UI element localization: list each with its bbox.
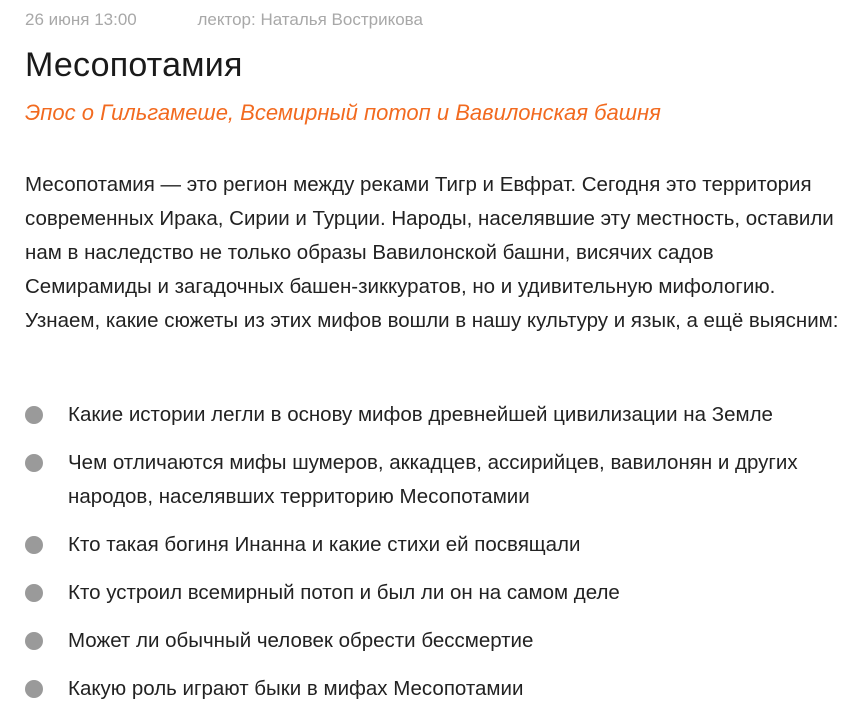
list-item-text: Кто такая богиня Инанна и какие стихи ей посвящали — [68, 533, 581, 556]
lead-paragraph: Месопотамия — это регион между реками Тигр и Евфрат. Сегодня это территория современных Ирака, Сирии и Турции. Народы, населявшие эту местность, оставили нам в наследство не только образы Вавилонской башни, висячих садов Семирамиды и загадочных башен-зиккуратов, но и удивительную мифологию. Узнаем, какие сюжеты из этих мифов вошли в нашу культуру и язык, а ещё выясним: — [25, 173, 839, 332]
list-item — [25, 528, 855, 562]
page-title: Месопотамия — [25, 46, 243, 84]
bullet-dot-icon — [25, 632, 43, 650]
list-item-text: Какие истории легли в основу мифов древнейшей цивилизации на Земле — [68, 403, 773, 426]
page-subtitle: Эпос о Гильгамеше, Всемирный потоп и Вавилонская башня — [25, 100, 661, 125]
list-item-text: Кто устроил всемирный потоп и был ли он на самом деле — [68, 581, 620, 604]
lecture-datetime: 26 июня 13:00 — [25, 10, 137, 29]
bullet-dot-icon — [25, 536, 43, 554]
list-item-text: Может ли обычный человек обрести бессмертие — [68, 629, 534, 652]
bullet-dot-icon — [25, 406, 43, 424]
bullet-dot-icon — [25, 584, 43, 602]
bullet-dot-icon — [25, 454, 43, 472]
bullet-dot-icon — [25, 680, 43, 698]
list-item — [25, 624, 855, 658]
topics-list — [25, 398, 855, 720]
list-item — [25, 398, 855, 432]
list-item-text: Какую роль играют быки в мифах Месопотамии — [68, 677, 524, 700]
list-item-text: Чем отличаются мифы шумеров, аккадцев, ассирийцев, вавилонян и других народов, населявших территорию Месопотамии — [68, 451, 798, 508]
list-item — [25, 446, 855, 514]
list-item — [25, 672, 855, 706]
list-item — [25, 576, 855, 610]
lecturer-name: лектор: Наталья Вострикова — [197, 10, 423, 29]
lecture-meta — [25, 10, 423, 30]
